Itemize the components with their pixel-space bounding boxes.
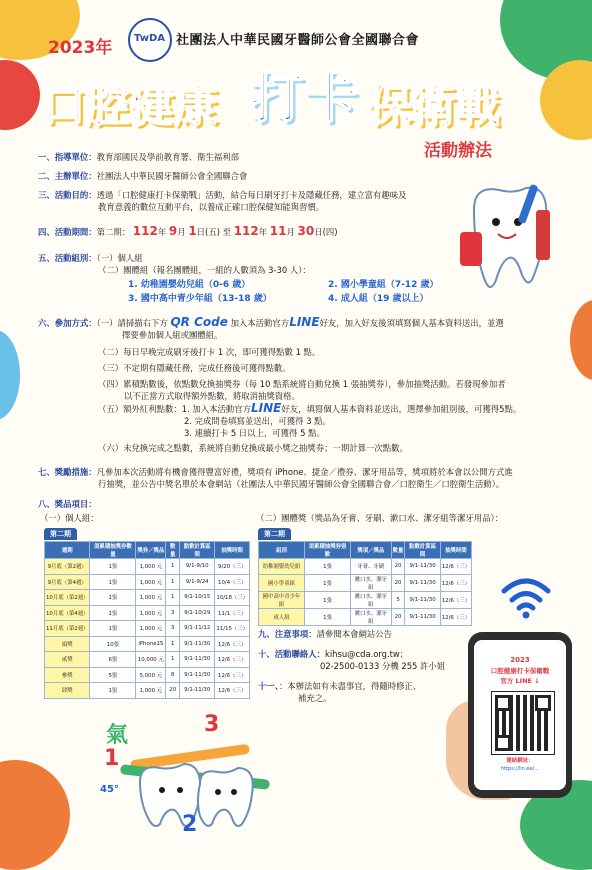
decor-q: 氣: [106, 723, 129, 748]
bg-blob-left: [0, 330, 20, 420]
table2-tag: 第二期: [258, 528, 291, 540]
section-10: 十、活動聯絡人：kihsu@cda.org.tw； 02-2500-0133 分機 255 許小姐: [258, 649, 446, 671]
bg-blob-right: [570, 300, 592, 380]
table-row: 9月底（第2週） 1張 1,000 元 1 9/1-9/10 9/20（三）: [45, 559, 250, 575]
table-row: 參獎 5張 5,000 元 8 9/1-11/30 12/6（三）: [45, 667, 250, 683]
decor-number-3: 3: [204, 712, 220, 737]
section-9: 九、注意事項：請參閱本會網站公告: [258, 629, 392, 639]
table1-header-row: 週期 須累積抽獎券數量 獎券／獎品 數量 點數計算區間 抽獎時間: [45, 542, 250, 559]
table-row: 成人組 1張 漱口水、潔牙組 20 9/1-11/30 12/6（三）: [259, 608, 472, 625]
table-row: 10月底（第4週） 1張 1,000 元 3 9/1-10/29 11/1（三）: [45, 605, 250, 621]
subtitle: 活動辦法: [424, 141, 492, 161]
decor-deg: 45°: [100, 784, 119, 795]
table-row: 肆獎 1張 1,000 元 20 9/1-11/30 12/6（三）: [45, 683, 250, 699]
phone: [468, 632, 572, 798]
tooth-mascot: [454, 180, 554, 300]
section-2: 二、主辦單位：社團法人中華民國牙醫師公會全國聯合會: [38, 171, 248, 181]
phone-url[interactable]: https://lin.ee/...: [500, 766, 540, 772]
logo-text: TwDA: [134, 33, 166, 44]
bg-blob-bottomleft: [0, 760, 70, 870]
phone-url-label: 連結網址：: [506, 758, 534, 764]
phone-screen: [474, 640, 566, 790]
title-part-c: 保衛戰: [368, 81, 500, 132]
section-8-a: （一）個人組：: [40, 513, 99, 523]
prize-table-group: [258, 541, 472, 626]
prize-table-individual: [44, 541, 250, 699]
section-8-b: （二）團體獎（獎品為牙膏、牙刷、漱口水、潔牙組等潔牙用品）：: [256, 513, 504, 523]
wifi-icon: [500, 575, 552, 619]
phone-line1: 2023: [510, 656, 530, 664]
section-1: 一、指導單位：教育部國民及學前教育署、衛生福利部: [38, 152, 239, 162]
section-6-2: （二）每日早晚完成刷牙後打卡 1 次，即可獲得點數 1 點。: [98, 347, 321, 357]
table-row: 幼稚園嬰幼兒組 1張 牙膏、牙刷 20 9/1-11/30 12/6（三）: [259, 559, 472, 575]
section-7: 七、獎勵措施：凡參加本次活動將有機會獲得豐富好禮，獎項有 iPhone、捷金／禮券、潔牙用品等，獎項將於本會以公開方式進 行抽獎，並公告中獎名單於本會網站（社團法人中華民國牙醫師公會全國聯合會／口腔衛生／口腔衛生活動）。: [38, 467, 513, 489]
title-part-a: 口腔健康: [42, 81, 218, 132]
section-6: 六、參加方式：（一）請掃描右下方 QR Code 加入本活動官方LINE好友，加入好友後須填寫個人基本資料送出，並選 擇要參加個人組或團體組。: [38, 315, 504, 340]
table1-tag: 第二期: [44, 528, 77, 540]
line-qr-code[interactable]: [492, 692, 554, 754]
section-6-6: （六）未兌換完成之點數，系統將自動兌換成最小獎之抽獎券；一期計算一次點數。: [98, 443, 408, 453]
table-row: 9月底（第4週） 1張 1,000 元 1 9/1-9/24 10/4（三）: [45, 574, 250, 590]
section-6-3: （三）不定期有隱藏任務，完成任務後可獲得點數。: [98, 363, 291, 373]
main-title: [42, 56, 562, 136]
teeth-illustration: [100, 712, 290, 838]
section-8: 八、獎品項目：: [38, 499, 97, 509]
section-5: 五、活動組別：（一）個人組 （二）團體組（報名團體組，一組的人數須為 3-30 人）：: [38, 253, 311, 275]
table-row: 國小學童組 1張 漱口水、潔牙組 20 9/1-11/30 12/6（三）: [259, 574, 472, 591]
phone-line3: 官方 LINE ↓: [500, 677, 540, 685]
table-row: 11月底（第2週） 1張 1,000 元 3 9/1-11/12 11/15（三）: [45, 621, 250, 637]
phone-line2: 口腔健康打卡保衛戰: [490, 667, 550, 675]
bg-blob-topleft-red: [0, 60, 40, 130]
year-badge: 2023年: [48, 38, 113, 58]
table2-header-row: 組別 須累積抽獎券張數 獎項／獎品 數量 點數計算區間 抽獎時間: [259, 542, 472, 559]
decor-number-1: 1: [104, 746, 120, 771]
table-row: 國中高中青少年組 1張 漱口水、潔牙組 5 9/1-11/30 12/6（三）: [259, 591, 472, 608]
title-part-b: 打卡: [250, 67, 358, 130]
org-name: 社團法人中華民國牙醫師公會全國聯合會: [176, 33, 420, 48]
table-row: 頭獎 10張 iPhone15 1 9/1-11/30 12/6（三）: [45, 636, 250, 652]
section-11: 十一、：本辦法如有未盡事宜，得隨時修正、 補充之。: [258, 681, 422, 703]
section-4: 四、活動期間：第二期： 112年 9月 1日(五) 至 112年 11月 30日(四): [38, 224, 338, 238]
table-row: 貳獎 6張 10,000 元 1 9/1-11/30 12/6（三）: [45, 652, 250, 668]
section-6-4: （四）累積點數後，依點數兌換抽獎券（每 10 點系統將自動兌換 1 張抽獎券），參加抽獎活動。若發現參加者 以不正當方式取得額外點數，將取消抽獎資格。: [98, 379, 506, 401]
table-row: 10月底（第2週） 1張 1,000 元 1 9/1-10/15 10/18（三）: [45, 590, 250, 606]
section-6-5: （五）額外紅利點數：1. 加入本活動官方LINE好友，填寫個人基本資料並送出，選擇參加組別後，可獲得5點。 2. 完成問卷填寫並送出，可獲得 3 點。 3. 連續打卡 5 日以上，可獲得 5 點。: [98, 401, 522, 438]
decor-number-2: 2: [182, 812, 198, 837]
section-3: 三、活動目的：透過「口腔健康打卡保衛戰」活動，結合每日刷牙打卡及隱藏任務，建立富有趣味及 教育意義的數位互動平台，以養成正確口腔保健知能與習慣。: [38, 190, 407, 212]
